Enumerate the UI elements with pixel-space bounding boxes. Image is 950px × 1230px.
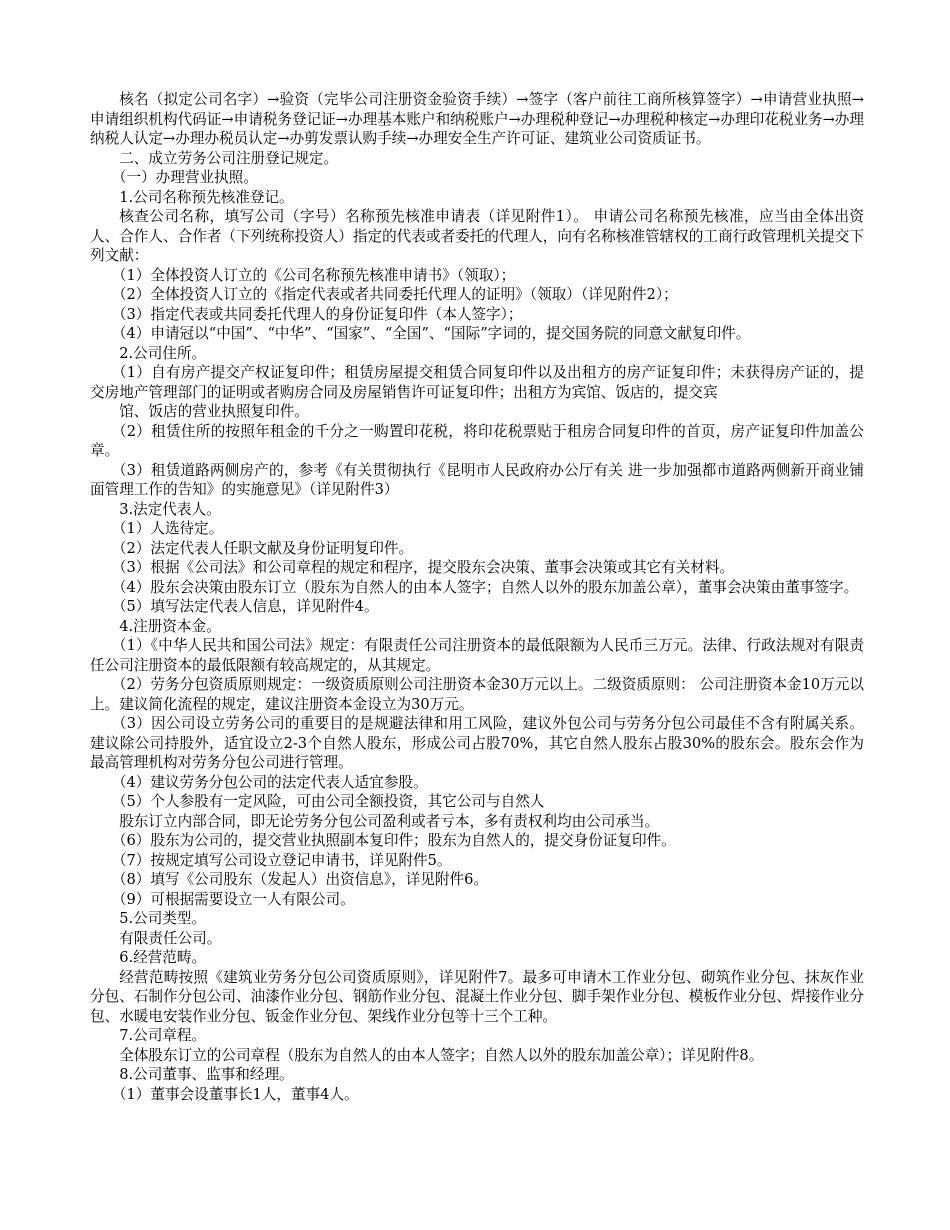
- paragraph-25: （4）建议劳务分包公司的法定代表人适宜参股。: [111, 773, 428, 791]
- paragraph-30: （8）填写《公司股东（发起人）出资信息》，详见附件6。: [111, 871, 489, 888]
- paragraph-28: （6）股东为公司的，提交营业执照副本复印件；股东为自然人的，提交身份证复印件。: [111, 832, 676, 849]
- paragraph-34: 6.经营范畴。: [119, 949, 207, 966]
- paragraph-27: 股东订立内部合同，即无论劳务分包公司盈利或者亏本，多有责权利均由公司承当。: [119, 812, 660, 830]
- paragraph-18: （3）根据《公司法》和公司章程的规定和程序，提交股东会决策、董事会决策或其它有关材料。: [111, 559, 735, 576]
- paragraph-7: （2）全体投资人订立的《指定代表或者共同委托代理人的证明》（领取）（详见附件2）；: [111, 286, 678, 303]
- paragraph-4: 1.公司名称预先核准登记。: [119, 188, 294, 206]
- paragraph-1: 核名（拟定公司名字）→验资（完毕公司注册资金验资手续）→签字（客户前往工商所核算签字）→申请营业执照→申请组织机构代码证→申请税务登记证→办理基本账户和纳税账户→办理税种登记→办理税种核定→办理印花税业务→办理纳税人认定→办理办税员认定→办剪发票认购手续→办理安全生产许可证、建筑业公司资质证书。: [90, 91, 864, 147]
- paragraph-23: （2）劳务分包资质原则规定：一级资质原则公司注册资本金30万元以上。二级资质原则： 公司注册资本金10万元以上。建议简化流程的规定，建议注册资本金设立为30万元。: [90, 676, 864, 713]
- paragraph-21: 4.注册资本金。: [119, 617, 221, 635]
- paragraph-37: 全体股东订立的公司章程（股东为自然人的由本人签字；自然人以外的股东加盖公章）；详见附件8。: [119, 1046, 764, 1064]
- paragraph-6: （1）全体投资人订立的《公司名称预先核准申请书》（领取）；: [111, 266, 516, 284]
- paragraph-2: 二、成立劳务公司注册登记规定。: [119, 149, 339, 167]
- paragraph-8: （3）指定代表或共同委托代理人的身份证复印件（本人签字）；: [111, 305, 523, 323]
- paragraph-26: （5）个人参股有一定风险，可由公司全额投资，其它公司与自然人: [111, 793, 545, 810]
- paragraph-35: 经营范畴按照《建筑业劳务分包公司资质原则》，详见附件7。最多可申请木工作业分包、砌筑作业分包、抹灰作业分包、石制作分包公司、油漆作业分包、钢筋作业分包、混凝土作业分包、脚手架作业分包、模板作业分包、焊接作业分包、水暖电安装作业分包、钣金作业分包、架线作业分包等十三个工种。: [90, 968, 864, 1025]
- paragraph-24: （3）因公司设立劳务公司的重要目的是规避法律和用工风险，建议外包公司与劳务分包公司最佳不含有附属关系。建议除公司持股外，适宜设立2-3个自然人股东，形成公司占股70%，其它自然人股东占股30%的股东会。股东会作为最高管理机构对劳务分包公司进行管理。: [90, 715, 864, 771]
- paragraph-19: （4）股东会决策由股东订立（股东为自然人的由本人签字；自然人以外的股东加盖公章），董事会决策由董事签字。: [111, 578, 859, 596]
- paragraph-11: （1）自有房产提交产权证复印件；租赁房屋提交租赁合同复印件以及出租方的房产证复印件；未获得房产证的，提交房地产管理部门的证明或者购房合同及房屋销售许可证复印件；出租方为宾馆、饭店的，提交宾: [90, 364, 864, 401]
- paragraph-14: （3）租赁道路两侧房产的，参考《有关贯彻执行《昆明市人民政府办公厅有关 进一步加强都市道路两侧新开商业铺面管理工作的告知》的实施意见》（详见附件3）: [90, 461, 864, 498]
- paragraph-39: （1）董事会设董事长1人，董事4人。: [111, 1085, 359, 1103]
- paragraph-36: 7.公司章程。: [119, 1027, 207, 1044]
- paragraph-16: （1）人选待定。: [111, 520, 224, 537]
- paragraph-22: （1）《中华人民共和国公司法》规定：有限责任公司注册资本的最低限额为人民币三万元。法律、行政法规对有限责任公司注册资本的最低限额有较高规定的，从其规定。: [90, 637, 864, 674]
- paragraph-5: 核查公司名称，填写公司（字号）名称预先核准申请表（详见附件1）。 申请公司名称预先核准，应当由全体出资人、合作人、合作者（下列统称投资人）指定的代表或者委托的代理人，向有名称核准管辖权的工商行政管理机关提交下列文献：: [90, 208, 864, 264]
- paragraph-38: 8.公司董事、监事和经理。: [119, 1066, 294, 1083]
- paragraph-31: （9）可根据需要设立一人有限公司。: [111, 890, 355, 908]
- paragraph-9: （4）申请冠以“中国”、“中华”、“国家”、“全国”、“国际”字词的，提交国务院的同意文献复印件。: [111, 325, 751, 342]
- paragraph-3: （一）办理营业执照。: [111, 169, 258, 186]
- paragraph-13: （2）租赁住所的按照年租金的千分之一购置印花税，将印花税票贴于租房合同复印件的首页，房产证复印件加盖公章。: [90, 422, 864, 459]
- paragraph-29: （7）按规定填写公司设立登记申请书，详见附件5。: [111, 851, 452, 869]
- paragraph-32: 5.公司类型。: [119, 910, 207, 927]
- paragraph-33: 有限责任公司。: [119, 929, 222, 947]
- paragraph-12: 馆、饭店的营业执照复印件。: [119, 403, 309, 420]
- paragraph-17: （2）法定代表人任职文献及身份证明复印件。: [111, 539, 414, 557]
- paragraph-20: （5）填写法定代表人信息，详见附件4。: [111, 598, 379, 615]
- paragraph-10: 2.公司住所。: [119, 344, 207, 362]
- paragraph-15: 3.法定代表人。: [119, 500, 221, 518]
